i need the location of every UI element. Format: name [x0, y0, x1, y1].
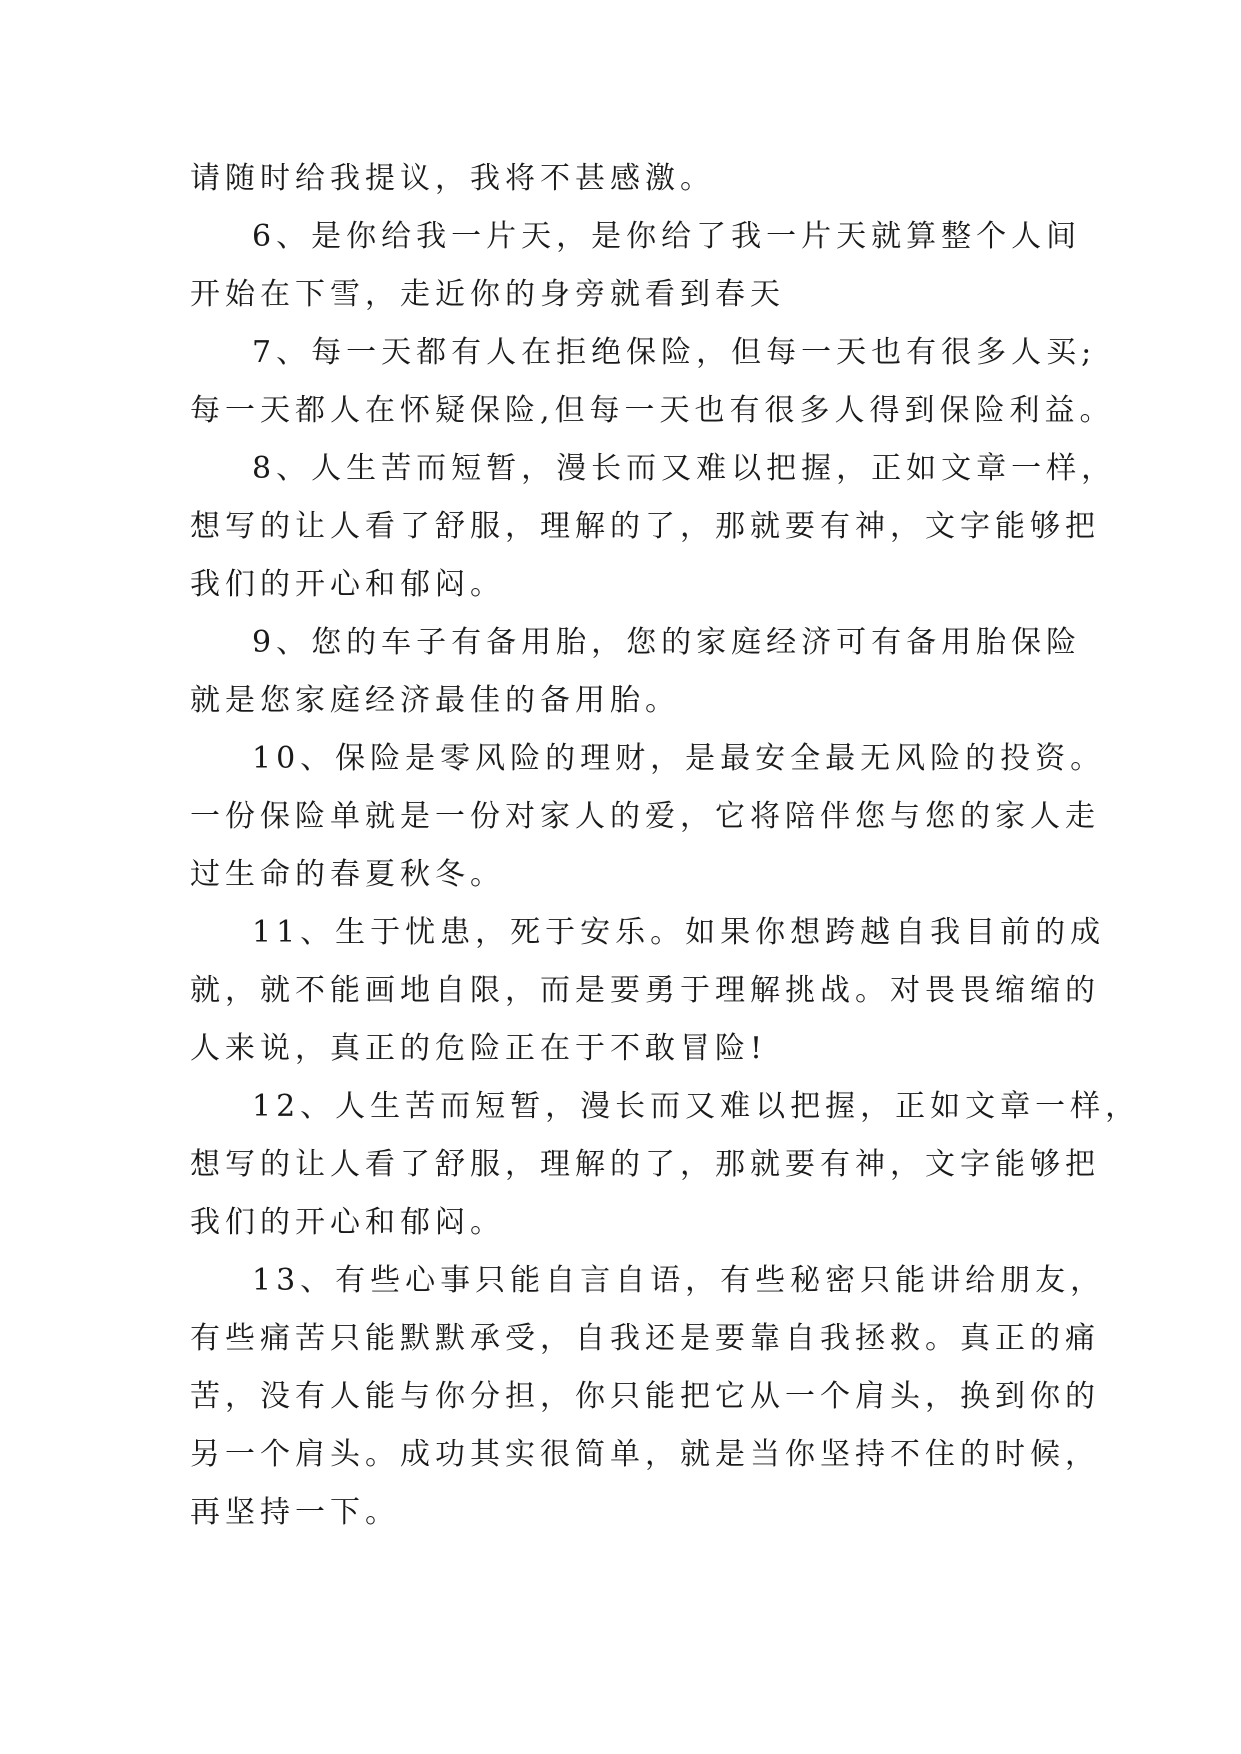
paragraph-10	[190, 730, 1106, 904]
text-line: 8、人生苦而短暂，漫长而又难以把握，正如文章一样，	[252, 451, 1117, 486]
text-line: 我们的开心和郁闷。	[190, 1205, 505, 1240]
text-line: 10、保险是零风险的理财，是最安全最无风险的投资。	[252, 741, 1106, 776]
text-line: 想写的让人看了舒服，理解的了，那就要有神，文字能够把	[190, 509, 1100, 544]
text-line: 11、生于忧患，死于安乐。如果你想跨越自我目前的成	[252, 915, 1106, 950]
paragraph-9	[190, 614, 1082, 730]
text-line: 人来说，真正的危险正在于不敢冒险!	[190, 1031, 768, 1066]
text-line: 6、是你给我一片天，是你给了我一片天就算整个人间	[252, 219, 1082, 254]
paragraph-13	[190, 1252, 1106, 1542]
text-line: 请随时给我提议，我将不甚感激。	[190, 161, 715, 196]
text-line: 我们的开心和郁闷。	[190, 567, 505, 602]
text-line: 再坚持一下。	[190, 1495, 400, 1530]
text-line: 12、人生苦而短暂，漫长而又难以把握，正如文章一样，	[252, 1089, 1141, 1124]
text-line: 过生命的春夏秋冬。	[190, 857, 505, 892]
text-line: 7、每一天都有人在拒绝保险，但每一天也有很多人买;	[252, 335, 1097, 370]
document-body	[190, 150, 1141, 1542]
text-line: 9、您的车子有备用胎，您的家庭经济可有备用胎保险	[252, 625, 1082, 660]
paragraph-6	[190, 208, 1082, 324]
text-line: 想写的让人看了舒服，理解的了，那就要有神，文字能够把	[190, 1147, 1100, 1182]
paragraph-continuation	[190, 150, 1052, 208]
text-line: 每一天都人在怀疑保险,但每一天也有很多人得到保险利益。	[190, 393, 1115, 428]
text-line: 苦，没有人能与你分担，你只能把它从一个肩头，换到你的	[190, 1379, 1100, 1414]
text-line: 另一个肩头。成功其实很简单，就是当你坚持不住的时候，	[190, 1437, 1100, 1472]
text-line: 有些痛苦只能默默承受，自我还是要靠自我拯救。真正的痛	[190, 1321, 1100, 1356]
text-line: 开始在下雪，走近你的身旁就看到春天	[190, 277, 785, 312]
text-line: 一份保险单就是一份对家人的爱，它将陪伴您与您的家人走	[190, 799, 1100, 834]
text-line: 13、有些心事只能自言自语，有些秘密只能讲给朋友，	[252, 1263, 1106, 1298]
text-line: 就是您家庭经济最佳的备用胎。	[190, 683, 680, 718]
paragraph-11	[190, 904, 1106, 1078]
paragraph-7	[190, 324, 1115, 440]
paragraph-12	[190, 1078, 1141, 1252]
paragraph-8	[190, 440, 1117, 614]
text-line: 就，就不能画地自限，而是要勇于理解挑战。对畏畏缩缩的	[190, 973, 1100, 1008]
